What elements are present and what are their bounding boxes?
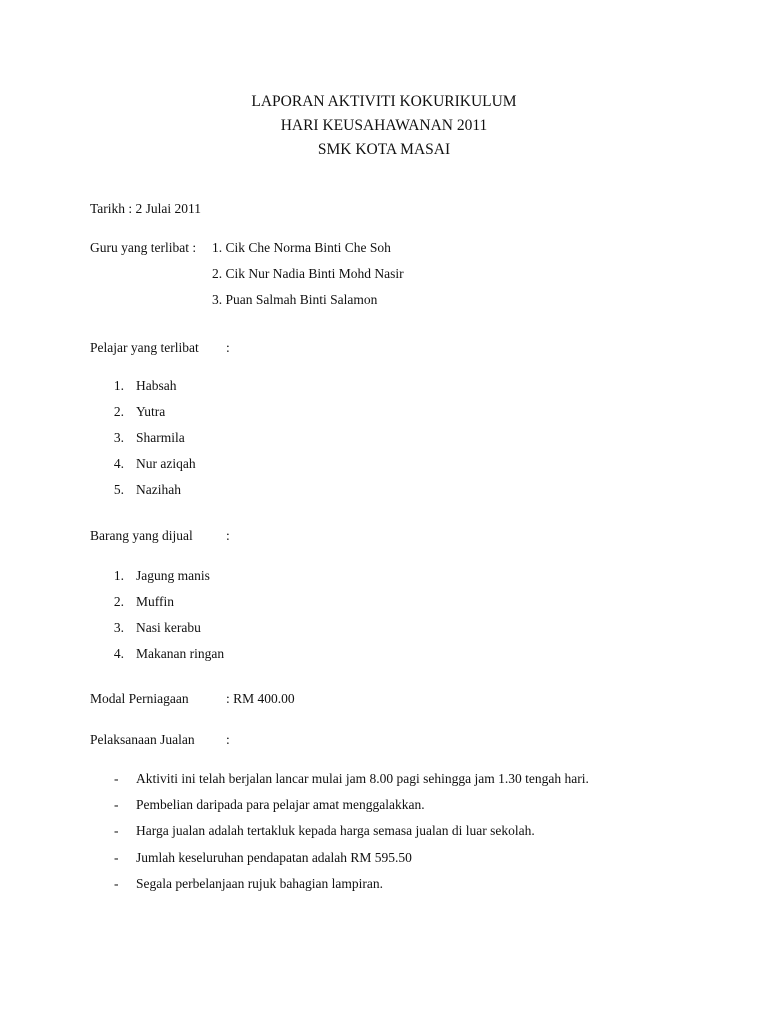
bullet-dash: - (114, 797, 119, 812)
student-name: Nazihah (136, 482, 181, 497)
student-number: 5. (113, 482, 124, 497)
student-name: Yutra (136, 404, 166, 419)
students-colon: : (226, 340, 230, 355)
goods-name: Nasi kerabu (136, 620, 201, 635)
student-number: 2. (113, 404, 124, 419)
goods-name: Makanan ringan (136, 646, 225, 661)
school-name: SMK KOTA MASAI (317, 141, 451, 158)
goods-number: 3. (113, 620, 124, 635)
event-title: HARI KEUSAHAWANAN 2011 (280, 117, 488, 134)
students-label: Pelajar yang terlibat (90, 340, 199, 355)
student-name: Sharmila (136, 430, 185, 445)
teacher-item: 3. Puan Salmah Binti Salamon (212, 292, 378, 307)
execution-item: Harga jualan adalah tertakluk kepada harga semasa jualan di luar sekolah. (136, 823, 535, 838)
date-line: Tarikh : 2 Julai 2011 (90, 201, 202, 216)
goods-number: 1. (113, 568, 124, 583)
goods-label: Barang yang dijual (90, 528, 193, 543)
student-name: Habsah (136, 378, 177, 393)
teacher-item: 1. Cik Che Norma Binti Che Soh (212, 240, 391, 255)
bullet-dash: - (114, 850, 119, 865)
teachers-label: Guru yang terlibat : (90, 240, 197, 255)
student-number: 4. (113, 456, 124, 471)
goods-name: Muffin (136, 594, 175, 609)
execution-item: Jumlah keseluruhan pendapatan adalah RM 595.50 (136, 850, 412, 865)
bullet-dash: - (114, 771, 119, 786)
execution-item: Pembelian daripada para pelajar amat menggalakkan. (136, 797, 425, 812)
goods-colon: : (226, 528, 230, 543)
execution-item: Aktiviti ini telah berjalan lancar mulai jam 8.00 pagi sehingga jam 1.30 tengah hari. (136, 771, 589, 786)
teacher-item: 2. Cik Nur Nadia Binti Mohd Nasir (212, 266, 404, 281)
goods-name: Jagung manis (136, 568, 210, 583)
execution-colon: : (226, 732, 230, 747)
capital-value: : RM 400.00 (226, 691, 295, 706)
goods-number: 2. (113, 594, 124, 609)
bullet-dash: - (114, 876, 119, 891)
bullet-dash: - (114, 823, 119, 838)
report-title: LAPORAN AKTIVITI KOKURIKULUM (251, 93, 517, 110)
execution-label: Pelaksanaan Jualan (90, 732, 195, 747)
student-name: Nur aziqah (136, 456, 196, 471)
student-number: 3. (113, 430, 124, 445)
goods-number: 4. (113, 646, 124, 661)
student-number: 1. (113, 378, 124, 393)
capital-label: Modal Perniagaan (90, 691, 189, 706)
execution-item: Segala perbelanjaan rujuk bahagian lampiran. (136, 876, 384, 891)
